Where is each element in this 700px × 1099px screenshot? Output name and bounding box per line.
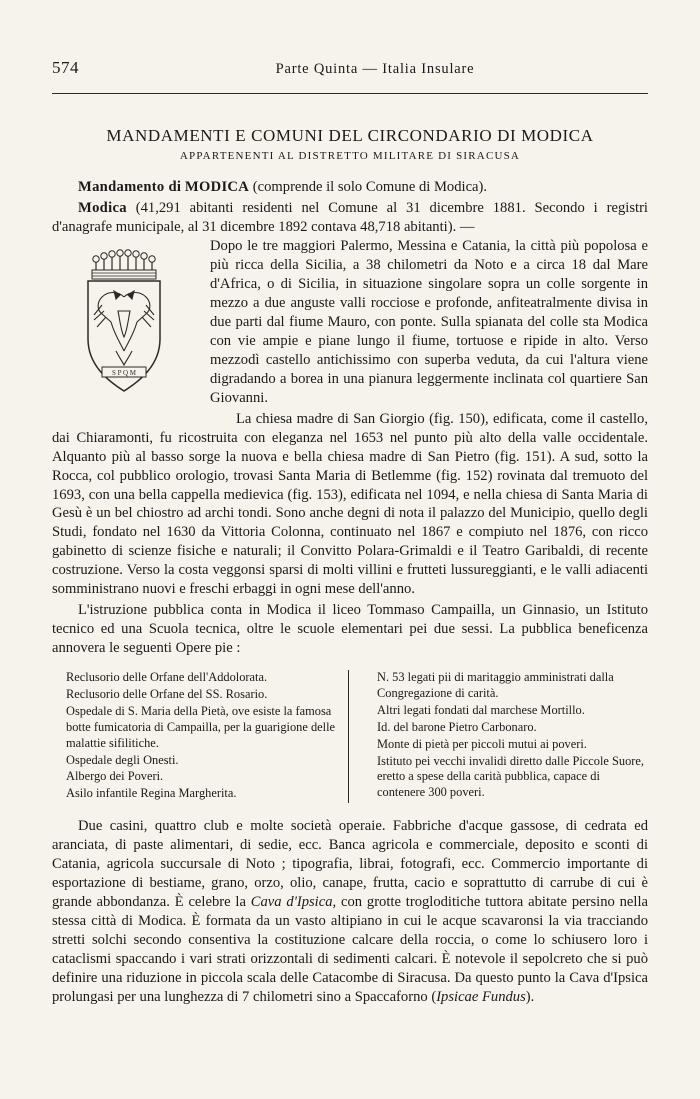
opere-pie-list <box>52 670 648 803</box>
list-item: Reclusorio delle Orfane del SS. Rosario. <box>66 687 268 702</box>
mandamento-name: MODICA <box>184 179 250 195</box>
list-item: N. 53 legati pii di maritaggio amministrati dalla Congregazione di carità. <box>377 670 614 701</box>
list-item: Asilo infantile Regina Margherita. <box>66 786 237 801</box>
page-number: 574 <box>52 58 79 77</box>
opere-pie-column-right <box>348 670 648 803</box>
economy-text-a: Due casini, quattro club e molte società operaie. Fabbriche d'acque gassose, di cedrata ed aranciata, di paste alimentari, di sedie, ecc. Banca agricola e commerciale, deposito e sconti di Catania, agricola succursale di Noto ; tipografia, librai, fotografi, ecc. Commercio importante di esportazione di bestiame, grano, orzo, olio, canape, frutta, cacio e soprattutto di carrube di cui è grande abbondanza. È celebre la <box>52 818 648 911</box>
list-item: Istituto pei vecchi invalidi diretto dalle Piccole Suore, eretto a spese della carità pubblica, capace di contenere 300 poveri. <box>377 753 645 800</box>
section-title: MANDAMENTI E COMUNI DEL CIRCONDARIO DI MODICA <box>106 126 594 145</box>
list-item: Altri legati fondati dal marchese Mortillo. <box>377 702 585 717</box>
opere-pie-column-left <box>52 670 348 803</box>
list-item: Monte di pietà per piccoli mutui ai poveri. <box>377 736 587 751</box>
paragraph-churches: La chiesa madre di San Giorgio (fig. 150), edificata, come il castello, dai Chiaramonti, fu ricostruita con eleganza nel 1653 nel punto più alto della valle occidentale. Alquanto più al basso sorge la nuova e bella chiesa madre di San Pietro (fig. 151). A sud, sotto la Rocca, col pubblico orologio, trovasi Santa Maria di Betlemme (fig. 152) rovinata dal tremuoto del 1693, con una bella cappella medievica (fig. 153), edificata nel 1094, e nella chiesa di Santa Maria di Gesù è un bel chiostro ad archi tondi. Sono anche degni di nota il palazzo del Municipio, quello degli Studi, fondato nel 1630 da Vittoria Colonna, continuato nel 1867 e compiuto nel 1876, con ricco gabinetto di scienze fisiche e naturali; il Convitto Polara-Grimaldi e il Teatro Garibaldi, di recente costruzione. Verso la costa veggonsi sparsi di molti villini e frutteti lussureggianti, e le valli adiacenti somministrano nuovi e freschi erbaggi in ogni mese dell'anno. <box>52 410 648 598</box>
crest-figure <box>66 241 202 415</box>
modica-lead: Modica <box>78 199 127 216</box>
mandamento-rest: (comprende il solo Comune di Modica). <box>252 179 488 195</box>
list-item: Id. del barone Pietro Carbonaro. <box>377 719 537 734</box>
paragraph-education: L'istruzione pubblica conta in Modica il liceo Tommaso Campailla, un Ginnasio, un Istituto tecnico ed una Scuola tecnica, oltre le scuole elementari pei due sessi. La pubblica beneficenza annovera le seguenti Opere pie : <box>52 602 648 657</box>
section-subtitle: APPARTENENTI AL DISTRETTO MILITARE DI SIRACUSA <box>179 150 521 162</box>
paragraph-modica-population <box>52 199 648 237</box>
list-item: Ospedale degli Onesti. <box>66 752 179 767</box>
crest-motto: S P Q M <box>111 368 137 377</box>
running-head-title: Parte Quinta — Italia Insulare <box>275 61 475 77</box>
mandamento-heading <box>52 178 648 197</box>
economy-text-b: , con grotte trogloditiche tuttora abitate persino nella stessa città di Modica. È formata da un vasto altipiano in cui le acque scavaronsi la via tracciando stretti solchi secondo consentiva la costituzione calcare della roccia, o come lo schiusero loro i cataclismi spaccando i vari strati orizzontali di sedimenti calcari. È notevole il sepolcreto che si può definire una riduzione in piccola scala delle Catacombe di Siracusa. Da questo punto la Cava d'Ipsica prolungasi per una lunghezza di 7 chilometri sino a Spaccaforno ( <box>52 894 648 1005</box>
coat-of-arms-icon <box>66 241 202 415</box>
list-item: Reclusorio delle Orfane dell'Addolorata. <box>66 670 268 685</box>
modica-population-text: (41,291 abitanti residenti nel Comune al 31 dicembre 1881. Secondo i registri d'anagrafe municipale, al 31 dicembre 1892 contava 48,718 abitanti). — <box>52 199 648 235</box>
economy-text-c: ). <box>525 988 535 1005</box>
ipsicae-fundus-title: Ipsicae Fundus <box>436 988 526 1005</box>
header-rule <box>52 93 648 94</box>
paragraph-economy <box>52 817 648 1007</box>
list-item: Ospedale di S. Maria della Pietà, ove esiste la famosa botte fumicatoria di Campailla, per la guarigione delle malattie sifilitiche. <box>66 703 336 750</box>
page-content <box>52 110 648 1007</box>
paragraph-description: Dopo le tre maggiori Palermo, Messina e Catania, la città più popolosa e più ricca della Sicilia, a 38 chilometri da Noto e a circa 18 dal Mare d'Africa, o di Sicilia, in situazione singolare sopra un colle sorgente in mezzo a due anguste valli rocciose e profonde, anfiteatralmente divisa in due parti dal fiume Mauro, con ponte. Sulla spianata del colle sta Modica con vie ampie e piane lungo il fiume, tortuose e ripide in alto. Verso mezzodì castello antichissimo con superba veduta, da cui l'altura viene digradando a borea in una pianura leggermente inclinata col quartiere San Giovanni. <box>210 237 648 406</box>
mandamento-label: Mandamento di <box>78 179 182 195</box>
cava-ipsica-title: Cava d'Ipsica <box>250 894 333 911</box>
running-head <box>52 58 648 78</box>
list-item: Albergo dei Poveri. <box>66 769 164 784</box>
